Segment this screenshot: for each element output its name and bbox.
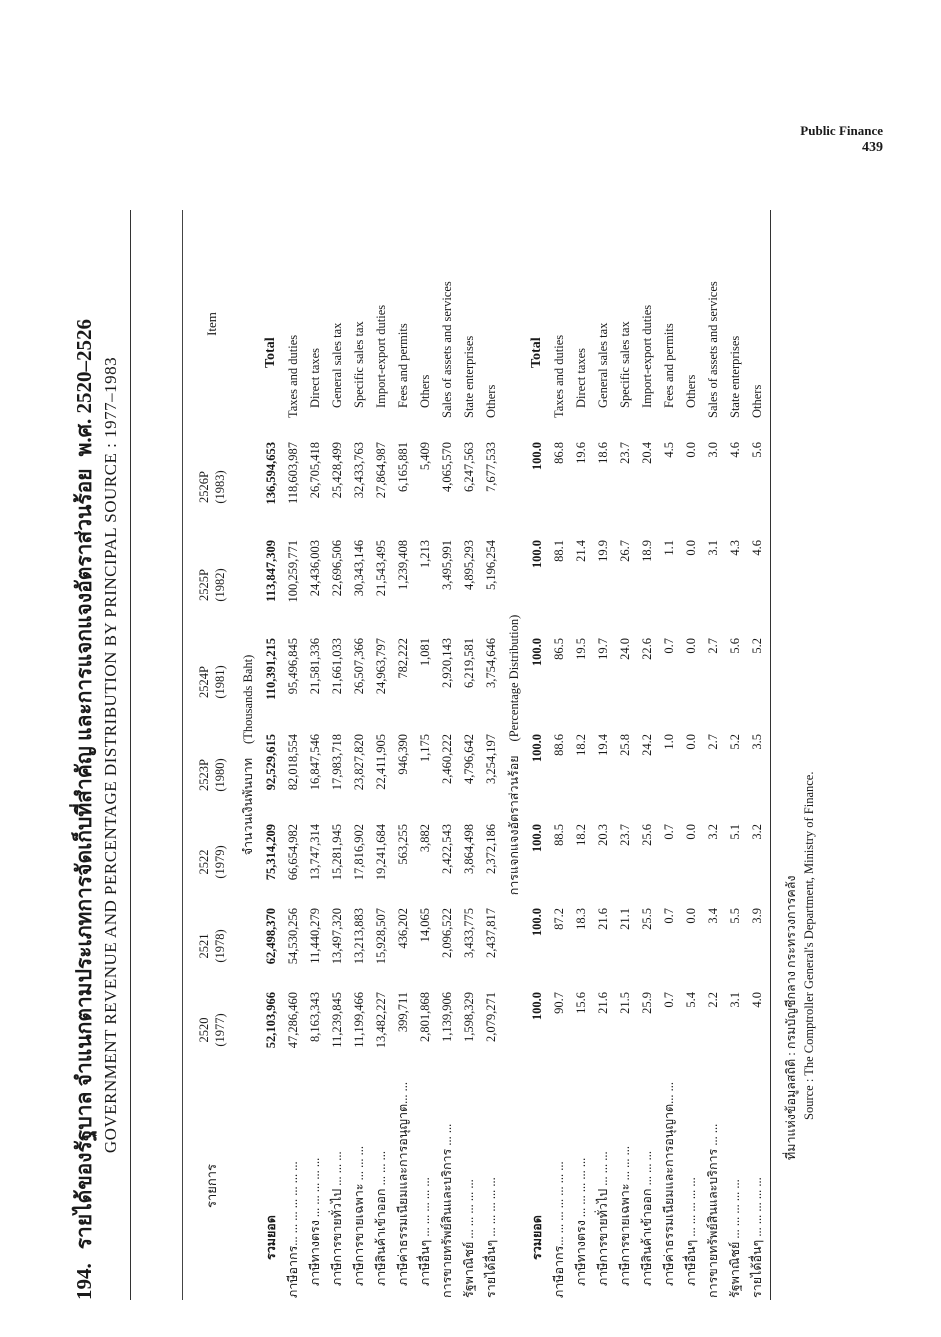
row-label-english: Specific sales tax — [352, 321, 366, 408]
table-row — [548, 210, 570, 1300]
table-cell: 30,343,146 — [352, 540, 366, 597]
table-cell: 20.4 — [640, 442, 654, 464]
row-label-english: State enterprises — [462, 335, 476, 418]
title-thai: รายได้ของรัฐบาล จำแนกตามประเภทการจัดเก็บที่สำคัญ และการแจกแจงอัตราส่วนร้อย — [72, 468, 96, 1250]
table-cell: 26,507,366 — [352, 638, 366, 695]
table-cell: 5.6 — [728, 638, 742, 654]
header-rule — [182, 210, 183, 1300]
row-label-english: General sales tax — [596, 322, 610, 408]
table-cell: 0.7 — [662, 908, 676, 924]
table-cell: 4,895,293 — [462, 540, 476, 590]
label-column-header: รายการ — [204, 1163, 219, 1209]
table-cell: 27,864,987 — [374, 442, 388, 499]
row-label-thai: ภาษีอื่นๆ ... ... ... ... ... — [684, 1177, 698, 1286]
row-label-english: Taxes and duties — [552, 334, 566, 418]
table-cell: 19.5 — [574, 638, 588, 660]
table-cell: 6,247,563 — [462, 442, 476, 492]
table-row — [348, 210, 370, 1300]
table-cell: 5.5 — [728, 908, 742, 924]
table-cell: 19.4 — [596, 734, 610, 756]
table-cell: 5.6 — [750, 442, 764, 458]
table-cell: 88.5 — [552, 824, 566, 846]
row-label-thai: รวมยอด — [264, 1215, 278, 1260]
table-cell: 21.5 — [618, 992, 632, 1014]
table-cell: 3.2 — [750, 824, 764, 840]
table-cell: 54,530,256 — [286, 908, 300, 965]
table-cell: 100.0 — [530, 442, 544, 471]
table-cell: 100.0 — [530, 540, 544, 569]
row-label-thai: ภาษีสินค้าเข้าออก ... ... ... — [374, 1151, 388, 1286]
table-cell: 25,428,499 — [330, 442, 344, 499]
table-cell: 136,594,653 — [264, 442, 278, 505]
row-label-thai: ภาษีการขายเฉพาะ ... ... ... — [618, 1146, 632, 1286]
table-row — [414, 210, 436, 1300]
table-cell: 24,963,797 — [374, 638, 388, 695]
table-cell: 19.6 — [574, 442, 588, 464]
title-english: GOVERNMENT REVENUE AND PERCENTAGE DISTRIBUTION BY PRINCIPAL SOURCE : 1977–1983 — [101, 356, 120, 1154]
table-cell: 23,827,820 — [352, 734, 366, 791]
table-cell: 19,241,684 — [374, 824, 388, 881]
table-cell: 11,239,845 — [330, 992, 344, 1048]
table-cell: 5.4 — [684, 992, 698, 1008]
table-cell: 21,543,495 — [374, 540, 388, 597]
row-label-thai: ภาษีอื่นๆ ... ... ... ... ... — [418, 1177, 432, 1286]
table-cell: 5.1 — [728, 824, 742, 840]
table-cell: 0.0 — [684, 442, 698, 458]
source-note — [782, 210, 818, 1300]
table-row — [436, 210, 458, 1300]
table-cell: 4.0 — [750, 992, 764, 1008]
row-label-english: General sales tax — [330, 322, 344, 408]
table-cell: 25.9 — [640, 992, 654, 1014]
table-cell: 946,390 — [396, 734, 410, 775]
section-unit-row — [502, 210, 526, 1300]
table-cell: 2,801,868 — [418, 992, 432, 1042]
table-cell: 3,754,646 — [484, 638, 498, 688]
table-cell: 15,281,945 — [330, 824, 344, 881]
year-header-2524: 2524P (1981) — [197, 665, 227, 699]
table-cell: 7,677,533 — [484, 442, 498, 492]
table-cell: 92,529,615 — [264, 734, 278, 791]
table-cell: 17,983,718 — [330, 734, 344, 791]
table-cell: 4.3 — [728, 540, 742, 556]
table-cell: 3,433,775 — [462, 908, 476, 958]
table-cell: 75,314,209 — [264, 824, 278, 881]
table-cell: 20.3 — [596, 824, 610, 846]
table-cell: 0.0 — [684, 540, 698, 556]
table-cell: 100.0 — [530, 638, 544, 667]
table-cell: 32,433,763 — [352, 442, 366, 499]
table-cell: 17,816,902 — [352, 824, 366, 881]
table-cell: 3.1 — [728, 992, 742, 1008]
table-cell: 5.2 — [750, 638, 764, 654]
table-cell: 82,018,554 — [286, 734, 300, 791]
table-cell: 436,202 — [396, 908, 410, 949]
table-cell: 3,254,197 — [484, 734, 498, 784]
table-cell: 66,654,982 — [286, 824, 300, 881]
row-label-thai: ภาษีการขายทั่วไป ... ... ... — [596, 1151, 610, 1286]
table-cell: 3,495,991 — [440, 540, 454, 590]
table-cell: 15,928,507 — [374, 908, 388, 965]
table-cell: 87.2 — [552, 908, 566, 930]
table-cell: 118,603,987 — [286, 442, 300, 505]
row-label-thai: ภาษีทางตรง ... ... ... ... ... — [308, 1157, 322, 1286]
table-cell: 24.0 — [618, 638, 632, 660]
table-cell: 0.0 — [684, 824, 698, 840]
table-cell: 5,409 — [418, 442, 432, 471]
row-label-thai: ภาษีอากร... ... ... ... ... ... ... — [552, 1161, 566, 1298]
table-cell: 95,496,845 — [286, 638, 300, 695]
table-row — [746, 210, 768, 1300]
table-cell: 23.7 — [618, 824, 632, 846]
table-cell: 3.1 — [706, 540, 720, 556]
table-cell: 0.0 — [684, 638, 698, 654]
row-label-english: Others — [750, 384, 764, 418]
unit-label-english: (Percentage Distribution) — [507, 614, 521, 742]
table-title — [70, 210, 122, 1300]
table-cell: 2,096,522 — [440, 908, 454, 958]
row-label-english: Total — [529, 337, 544, 368]
table-cell: 18.9 — [640, 540, 654, 562]
revenue-table — [188, 210, 768, 1300]
unit-label-english: (Thousands Baht) — [241, 654, 255, 744]
table-cell: 21.6 — [596, 908, 610, 930]
bottom-rule — [770, 210, 771, 1300]
table-cell: 563,255 — [396, 824, 410, 865]
table-number: 194. — [72, 1263, 96, 1300]
table-cell: 3.2 — [706, 824, 720, 840]
table-cell: 1.0 — [662, 734, 676, 750]
row-label-english: Import-export duties — [374, 304, 388, 408]
table-cell: 13,747,314 — [308, 824, 322, 881]
table-cell: 21.4 — [574, 540, 588, 562]
table-cell: 2.7 — [706, 734, 720, 750]
row-label-thai: ภาษีอากร... ... ... ... ... ... ... — [286, 1161, 300, 1298]
unit-label-thai: การแจกแจงอัตราส่วนร้อย — [507, 755, 521, 896]
table-cell: 19.7 — [596, 638, 610, 660]
table-cell: 18.2 — [574, 734, 588, 756]
table-cell: 86.5 — [552, 638, 566, 660]
row-label-thai: ภาษีทางตรง ... ... ... ... ... — [574, 1157, 588, 1286]
table-cell: 3.0 — [706, 442, 720, 458]
table-cell: 399,711 — [396, 992, 410, 1033]
table-row — [458, 210, 480, 1300]
table-cell: 25.8 — [618, 734, 632, 756]
source-english: Source : The Comptroller General's Department, Ministry of Finance. — [802, 771, 816, 1120]
rotated-table-page — [70, 210, 830, 1300]
table-cell: 0.7 — [662, 638, 676, 654]
table-cell: 3,864,498 — [462, 824, 476, 874]
year-header-2521: 2521 (1978) — [197, 929, 227, 963]
table-cell: 0.0 — [684, 734, 698, 750]
table-cell: 24.2 — [640, 734, 654, 756]
row-label-english: Others — [418, 374, 432, 408]
table-cell: 110,391,215 — [264, 638, 278, 700]
column-header-row — [188, 210, 236, 1300]
table-cell: 26.7 — [618, 540, 632, 562]
table-cell: 5.2 — [728, 734, 742, 750]
table-row — [326, 210, 348, 1300]
row-label-english: Others — [684, 374, 698, 408]
table-row — [592, 210, 614, 1300]
table-cell: 13,482,227 — [374, 992, 388, 1049]
table-cell: 2,372,186 — [484, 824, 498, 874]
table-row — [282, 210, 304, 1300]
table-cell: 52,103,966 — [264, 992, 278, 1049]
title-thai-years: พ.ศ. 2520–2526 — [72, 318, 96, 457]
table-cell: 100.0 — [530, 908, 544, 937]
table-cell: 3.5 — [750, 734, 764, 750]
table-cell: 1,175 — [418, 734, 432, 763]
table-cell: 88.1 — [552, 540, 566, 562]
row-label-thai: ภาษีการขายทั่วไป ... ... ... — [330, 1151, 344, 1286]
row-label-thai: การขายทรัพย์สินและบริการ ... ... — [440, 1123, 454, 1298]
table-cell: 21.1 — [618, 908, 632, 930]
row-label-thai: ภาษีการขายเฉพาะ ... ... ... — [352, 1146, 366, 1286]
table-cell: 19.9 — [596, 540, 610, 562]
row-label-thai: รวมยอด — [530, 1215, 544, 1260]
table-cell: 25.6 — [640, 824, 654, 846]
table-cell: 14,065 — [418, 908, 432, 943]
table-cell: 22.6 — [640, 638, 654, 660]
table-cell: 1.1 — [662, 540, 676, 556]
table-cell: 4.5 — [662, 442, 676, 458]
section-name: Public Finance — [800, 123, 883, 138]
top-rule — [130, 210, 131, 1300]
table-row — [680, 210, 702, 1300]
title-thai-line — [70, 210, 98, 1300]
row-label-thai: รัฐพาณิชย์ ... ... ... ... ... — [462, 1179, 476, 1298]
table-cell: 2,460,222 — [440, 734, 454, 784]
table-row — [614, 210, 636, 1300]
page-number: 439 — [862, 140, 883, 155]
table-cell: 1,213 — [418, 540, 432, 569]
row-label-english: State enterprises — [728, 335, 742, 418]
table-cell: 3.9 — [750, 908, 764, 924]
source-thai: ที่มาแห่งข้อมูลสถิติ : กรมบัญชีกลาง กระทรวงการคลัง — [784, 875, 798, 1160]
table-cell: 13,497,320 — [330, 908, 344, 965]
table-cell: 1,598,329 — [462, 992, 476, 1042]
table-cell: 18.3 — [574, 908, 588, 930]
table-cell: 88.6 — [552, 734, 566, 756]
table-cell: 1,139,906 — [440, 992, 454, 1042]
table-cell: 18.6 — [596, 442, 610, 464]
row-label-english: Taxes and duties — [286, 334, 300, 418]
table-cell: 4,796,642 — [462, 734, 476, 784]
table-cell: 15.6 — [574, 992, 588, 1014]
row-label-thai: รายได้อื่นๆ ... ... ... ... ... — [750, 1177, 764, 1298]
table-cell: 2.7 — [706, 638, 720, 654]
section-unit-row — [236, 210, 260, 1300]
table-cell: 0.0 — [684, 908, 698, 924]
year-header-2523: 2523P (1980) — [197, 758, 227, 792]
row-label-thai: รายได้อื่นๆ ... ... ... ... ... — [484, 1177, 498, 1298]
table-cell: 6,165,881 — [396, 442, 410, 492]
row-label-english: Direct taxes — [308, 347, 322, 408]
table-cell: 0.7 — [662, 992, 676, 1008]
table-cell: 2,079,271 — [484, 992, 498, 1042]
table-cell: 21,661,033 — [330, 638, 344, 695]
table-row — [304, 210, 326, 1300]
table-cell: 22,411,905 — [374, 734, 388, 790]
table-cell: 21,581,336 — [308, 638, 322, 695]
row-label-english: Specific sales tax — [618, 321, 632, 408]
table-cell: 62,498,370 — [264, 908, 278, 965]
table-cell: 6,219,581 — [462, 638, 476, 688]
table-cell: 2,437,817 — [484, 908, 498, 958]
table-cell: 18.2 — [574, 824, 588, 846]
table-cell: 26,705,418 — [308, 442, 322, 499]
table-row — [392, 210, 414, 1300]
row-label-thai: การขายทรัพย์สินและบริการ ... ... — [706, 1123, 720, 1298]
table-row — [636, 210, 658, 1300]
table-row — [260, 210, 282, 1300]
table-cell: 100.0 — [530, 992, 544, 1021]
table-cell: 3.4 — [706, 908, 720, 924]
table-cell: 21.6 — [596, 992, 610, 1014]
table-row — [724, 210, 746, 1300]
table-cell: 113,847,309 — [264, 540, 278, 602]
table-cell: 11,440,279 — [308, 908, 322, 964]
table-cell: 100,259,771 — [286, 540, 300, 603]
item-column-header: Item — [204, 312, 219, 336]
row-label-english: Fees and permits — [662, 323, 676, 408]
table-cell: 2,422,543 — [440, 824, 454, 874]
table-row — [370, 210, 392, 1300]
table-body — [188, 210, 768, 1300]
row-label-thai: รัฐพาณิชย์ ... ... ... ... ... — [728, 1179, 742, 1298]
table-cell: 86.8 — [552, 442, 566, 464]
row-label-english: Total — [263, 337, 278, 368]
table-cell: 47,286,460 — [286, 992, 300, 1049]
table-cell: 22,696,506 — [330, 540, 344, 597]
table-cell: 16,847,546 — [308, 734, 322, 791]
table-cell: 100.0 — [530, 734, 544, 763]
year-header-2525: 2525P (1982) — [197, 568, 227, 602]
table-row — [570, 210, 592, 1300]
row-label-thai: ภาษีสินค้าเข้าออก ... ... ... — [640, 1151, 654, 1286]
row-label-english: Direct taxes — [574, 347, 588, 408]
table-cell: 2,920,143 — [440, 638, 454, 688]
table-row — [526, 210, 548, 1300]
table-cell: 24,436,003 — [308, 540, 322, 597]
row-label-thai: ภาษีค่าธรรมเนียมและการอนุญาต... ... — [662, 1081, 676, 1286]
table-cell: 1,239,408 — [396, 540, 410, 590]
row-label-english: Sales of assets and services — [440, 281, 454, 418]
table-cell: 8,163,343 — [308, 992, 322, 1042]
table-row — [658, 210, 680, 1300]
table-cell: 0.7 — [662, 824, 676, 840]
table-cell: 4.6 — [728, 442, 742, 458]
row-label-english: Fees and permits — [396, 323, 410, 408]
table-cell: 3,882 — [418, 824, 432, 853]
table-cell: 1,081 — [418, 638, 432, 667]
table-cell: 4,065,570 — [440, 442, 454, 492]
year-header-2520: 2520 (1977) — [197, 1013, 227, 1047]
table-cell: 25.5 — [640, 908, 654, 930]
row-label-english: Import-export duties — [640, 304, 654, 408]
year-header-2526: 2526P (1983) — [197, 470, 227, 504]
table-cell: 100.0 — [530, 824, 544, 853]
row-label-english: Others — [484, 384, 498, 418]
table-cell: 13,213,883 — [352, 908, 366, 965]
table-cell: 2.2 — [706, 992, 720, 1008]
table-cell: 782,222 — [396, 638, 410, 679]
row-label-thai: ภาษีค่าธรรมเนียมและการอนุญาต... ... — [396, 1081, 410, 1286]
page-header — [800, 123, 883, 157]
row-label-english: Sales of assets and services — [706, 281, 720, 418]
table-cell: 90.7 — [552, 992, 566, 1014]
year-header-2522: 2522 (1979) — [197, 845, 227, 879]
table-cell: 5,196,254 — [484, 540, 498, 590]
table-cell: 23.7 — [618, 442, 632, 464]
table-cell: 11,199,466 — [352, 992, 366, 1048]
table-row — [702, 210, 724, 1300]
unit-label-thai: จำนวนเงินพันบาท — [241, 757, 255, 856]
table-row — [480, 210, 502, 1300]
table-cell: 4.6 — [750, 540, 764, 556]
